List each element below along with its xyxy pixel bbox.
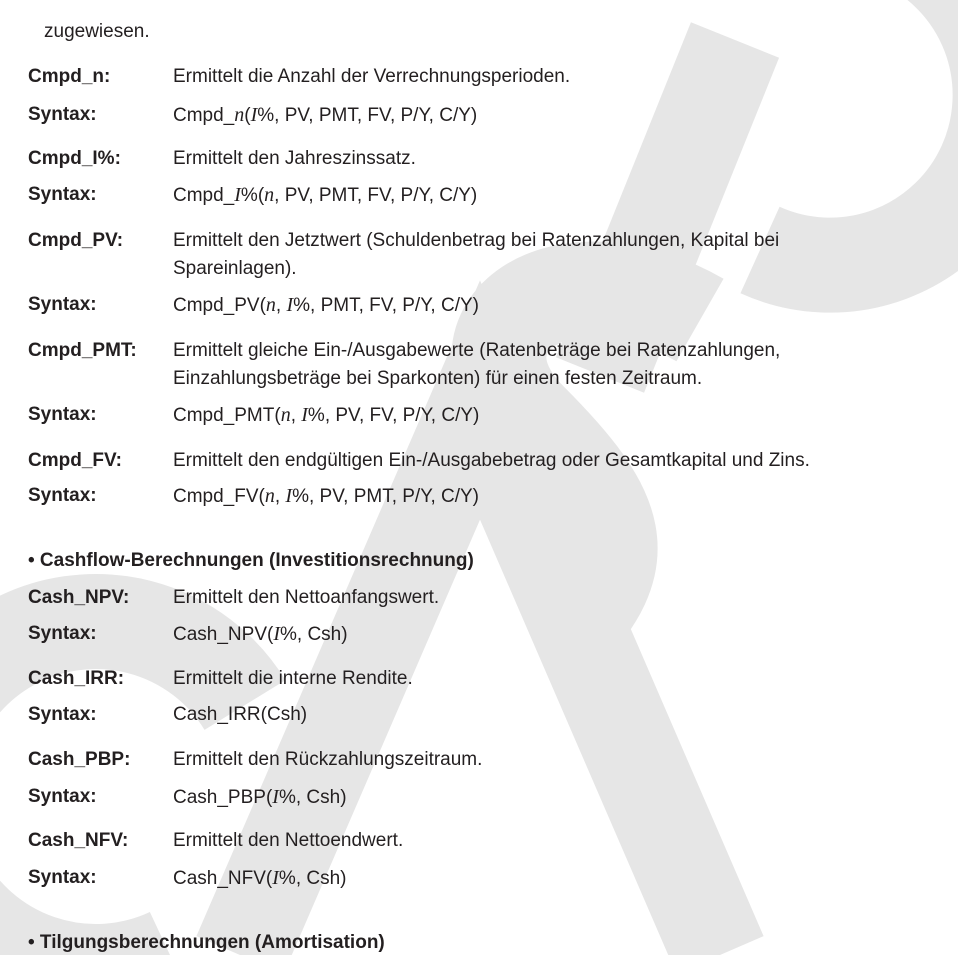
cmpd-i-syntax bbox=[173, 184, 477, 207]
cmpd-n-syntax bbox=[173, 104, 477, 127]
italic-variable: I bbox=[234, 184, 241, 206]
cash-npv-desc: Ermittelt den Nettoanfangswert. bbox=[173, 587, 440, 608]
cash-irr-desc: Ermittelt die interne Rendite. bbox=[173, 668, 413, 689]
italic-variable: n bbox=[265, 294, 276, 316]
italic-variable: n bbox=[264, 184, 275, 206]
cmpd-fv-term: Cmpd_FV: bbox=[28, 450, 122, 471]
cmpd-pmt-term: Cmpd_PMT: bbox=[28, 340, 137, 361]
syntax-text: Cmpd_ bbox=[173, 105, 235, 126]
cash-pbp-term: Cash_PBP: bbox=[28, 749, 131, 770]
syntax-text: Cash_PBP( bbox=[173, 787, 273, 808]
cash-irr-syntax-label: Syntax: bbox=[28, 704, 97, 725]
cash-irr-term: Cash_IRR: bbox=[28, 668, 125, 689]
cmpd-pmt-desc: Ermittelt gleiche Ein-/Ausgabewerte (Ratenbeträge bei Ratenzahlungen, bbox=[173, 340, 781, 361]
italic-variable: I bbox=[250, 104, 258, 126]
syntax-text: Cash_IRR(Csh) bbox=[173, 704, 308, 725]
cash-pbp-syntax-label: Syntax: bbox=[28, 786, 97, 807]
syntax-text: , bbox=[290, 405, 302, 426]
syntax-text: %, PV, FV, P/Y, C/Y) bbox=[307, 405, 480, 426]
cmpd-pv-desc: Ermittelt den Jetztwert (Schuldenbetrag bei Ratenzahlungen, Kapital bei bbox=[173, 230, 780, 251]
cmpd-n-desc: Ermittelt die Anzahl der Verrechnungsperioden. bbox=[173, 66, 571, 87]
cmpd-pmt-syntax-label: Syntax: bbox=[28, 404, 97, 425]
cmpd-pv-syntax bbox=[173, 294, 479, 317]
syntax-text: , bbox=[275, 295, 287, 316]
italic-variable: I bbox=[286, 294, 294, 316]
italic-variable: I bbox=[285, 485, 293, 507]
cash-nfv-term: Cash_NFV: bbox=[28, 830, 129, 851]
syntax-text: Cash_NFV( bbox=[173, 868, 273, 889]
syntax-text: ( bbox=[244, 105, 251, 126]
italic-variable: n bbox=[280, 404, 291, 426]
cmpd-pv-desc-cont: Spareinlagen). bbox=[173, 258, 297, 279]
cash-irr-syntax bbox=[173, 704, 307, 726]
syntax-text: %, PMT, FV, P/Y, C/Y) bbox=[293, 295, 479, 316]
italic-variable: n bbox=[234, 104, 245, 126]
cmpd-fv-syntax-label: Syntax: bbox=[28, 485, 97, 506]
cmpd-i-term: Cmpd_I%: bbox=[28, 148, 121, 169]
cash-npv-term: Cash_NPV: bbox=[28, 587, 130, 608]
italic-variable: n bbox=[264, 485, 275, 507]
cash-npv-syntax bbox=[173, 623, 348, 646]
cash-npv-syntax-label: Syntax: bbox=[28, 623, 97, 644]
cmpd-i-syntax-label: Syntax: bbox=[28, 184, 97, 205]
amortization-heading: • Tilgungsberechnungen (Amortisation) bbox=[28, 932, 385, 953]
italic-variable: I bbox=[272, 867, 279, 889]
syntax-text: Cmpd_ bbox=[173, 185, 235, 206]
syntax-text: Cmpd_PMT( bbox=[173, 405, 281, 426]
cmpd-pv-syntax-label: Syntax: bbox=[28, 294, 97, 315]
cash-pbp-desc: Ermittelt den Rückzahlungszeitraum. bbox=[173, 749, 483, 770]
syntax-text: %( bbox=[240, 185, 265, 206]
syntax-text: Cmpd_FV( bbox=[173, 486, 265, 507]
cashflow-heading: • Cashflow-Berechnungen (Investitionsrechnung) bbox=[28, 550, 474, 571]
syntax-text: %, PV, PMT, FV, P/Y, C/Y) bbox=[257, 105, 478, 126]
italic-variable: I bbox=[273, 623, 280, 645]
syntax-text: %, Csh) bbox=[278, 868, 347, 889]
syntax-text: Cash_NPV( bbox=[173, 624, 274, 645]
syntax-text: , bbox=[274, 486, 286, 507]
cmpd-pv-term: Cmpd_PV: bbox=[28, 230, 124, 251]
cmpd-n-term: Cmpd_n: bbox=[28, 66, 111, 87]
cmpd-pmt-desc-cont: Einzahlungsbeträge bei Sparkonten) für einen festen Zeitraum. bbox=[173, 368, 703, 389]
cmpd-fv-desc: Ermittelt den endgültigen Ein-/Ausgabebetrag oder Gesamtkapital und Zins. bbox=[173, 450, 810, 471]
cash-nfv-syntax-label: Syntax: bbox=[28, 867, 97, 888]
italic-variable: I bbox=[272, 786, 279, 808]
syntax-text: Cmpd_PV( bbox=[173, 295, 266, 316]
cmpd-n-syntax-label: Syntax: bbox=[28, 104, 97, 125]
intro-tail-text: zugewiesen. bbox=[44, 21, 150, 42]
syntax-text: %, Csh) bbox=[278, 787, 347, 808]
italic-variable: I bbox=[301, 404, 308, 426]
cmpd-pmt-syntax bbox=[173, 404, 479, 427]
syntax-text: %, PV, PMT, P/Y, C/Y) bbox=[292, 486, 479, 507]
cash-pbp-syntax bbox=[173, 786, 347, 809]
cash-nfv-desc: Ermittelt den Nettoendwert. bbox=[173, 830, 404, 851]
syntax-text: , PV, PMT, FV, P/Y, C/Y) bbox=[274, 185, 478, 206]
cmpd-i-desc: Ermittelt den Jahreszinssatz. bbox=[173, 148, 416, 169]
cmpd-fv-syntax bbox=[173, 485, 479, 508]
cash-nfv-syntax bbox=[173, 867, 347, 890]
syntax-text: %, Csh) bbox=[280, 624, 348, 645]
